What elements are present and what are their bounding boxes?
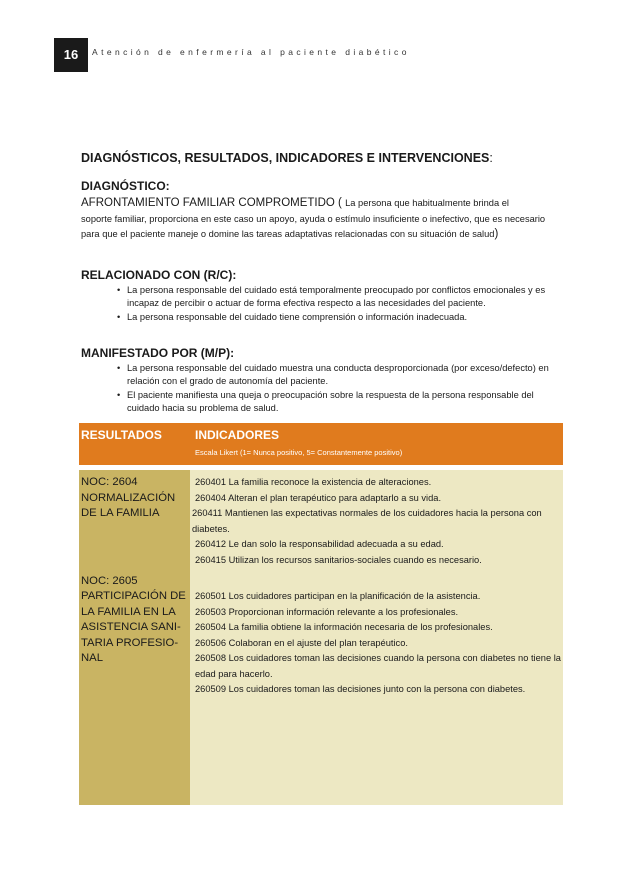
table-header [79,423,563,465]
noc-line: NORMALIZACIÓN [81,491,176,504]
indicator-group-2605 [192,568,563,698]
page-title [81,151,493,165]
page-number: 16 [54,38,88,72]
indicator-item: 260401 La familia reconoce la existencia de alteraciones. [195,477,432,487]
indicator-item: 260508 Los cuidadores toman las decisiones cuando la persona con diabetes no tiene la edad para hacerlo. [195,653,561,679]
manifested-section [81,346,565,416]
noc-line: NOC: 2605 [81,574,138,587]
diagnosis-close-paren: ) [494,228,499,240]
indicator-group-2604 [192,470,563,568]
related-item: • La persona responsable del cuidado está temporalmente preocupado por conflictos emocionales y es incapaz de percibir o actuar de forma efectiva respecto a las necesidades del paciente. [117,284,565,309]
noc-line: LA FAMILIA EN LA [81,605,176,618]
noc-line: ASISTENCIA SANI- [81,621,181,633]
noc-line: DE LA FAMILIA [81,507,160,519]
related-section [81,268,565,326]
noc-line: TARIA PROFESIO- [81,636,179,649]
manifested-heading: MANIFESTADO POR (M/P): [81,346,235,360]
manifested-item: • La persona responsable del cuidado muestra una conducta desproporcionada (por exceso/defecto) en relación con el grado de autonomía del paciente. [117,362,565,387]
diagnosis-name [81,196,565,212]
indicator-item: 260503 Proporcionan información relevante a los profesionales. [195,606,459,617]
indicator-item: 260415 Utilizan los recursos sanitarios-sociales cuando es necesario. [195,554,482,565]
diagnosis-heading: DIAGNÓSTICO: [81,179,170,193]
running-title: Atención de enfermería al paciente diabético [92,47,410,57]
page-title-text: DIAGNÓSTICOS, RESULTADOS, INDICADORES E INTERVENCIONES [81,151,490,165]
diagnosis-description-text: soporte familiar, proporciona en este caso un apoyo, ayuda o estímulo insuficiente o inefectivo, que es necesario para que el paciente maneje o domine las tareas adaptativas relacionadas con su situación de salud [81,213,546,239]
manifested-list [117,362,565,414]
indicator-item: 260501 Los cuidadores participan en la planificación de la asistencia. [195,591,481,601]
indicators-header-cell [190,423,563,465]
indicators-column [190,470,563,805]
results-header: RESULTADOS [81,428,162,442]
indicator-item: 260509 Los cuidadores toman las decisiones junto con la persona con diabetes. [195,684,526,694]
page-title-colon: : [489,151,493,165]
noc-line: PARTICIPACIÓN DE [81,590,186,602]
indicator-item: 260411 Mantienen las expectativas normales de los cuidadores hacia la persona con diabetes. [192,508,542,534]
table-body [79,470,563,805]
indicator-item: 260412 Le dan solo la responsabilidad adecuada a su edad. [195,539,444,549]
diagnosis-name-text: AFRONTAMIENTO FAMILIAR COMPROMETIDO ( [81,197,342,209]
results-indicators-table [79,423,563,805]
related-item: • La persona responsable del cuidado tiene comprensión o información inadecuada. [117,311,565,324]
indicators-header: INDICADORES [195,428,280,442]
diagnosis-section [81,179,565,243]
manifested-item: • El paciente manifiesta una queja o preocupación sobre la respuesta de la persona responsable del cuidado hacia su problema de salud. [117,389,565,414]
indicator-item: 260404 Alteran el plan terapéutico para adaptarlo a su vida. [195,492,442,503]
noc-line: NOC: 2604 [81,476,138,488]
diagnosis-description-first: La persona que habitualmente brinda el [345,198,509,208]
noc-line: NAL [81,652,103,664]
noc-group-2604 [81,470,190,522]
related-list [117,284,565,324]
diagnosis-description [81,212,565,243]
related-heading: RELACIONADO CON (R/C): [81,268,237,282]
noc-group-2605 [81,522,190,667]
results-column [79,470,190,805]
indicator-item: 260504 La familia obtiene la información necesaria de los profesionales. [195,622,493,632]
indicator-item: 260506 Colaboran en el ajuste del plan terapéutico. [195,637,408,648]
likert-scale-note: Escala Likert (1= Nunca positivo, 5= Constantemente positivo) [195,448,403,457]
